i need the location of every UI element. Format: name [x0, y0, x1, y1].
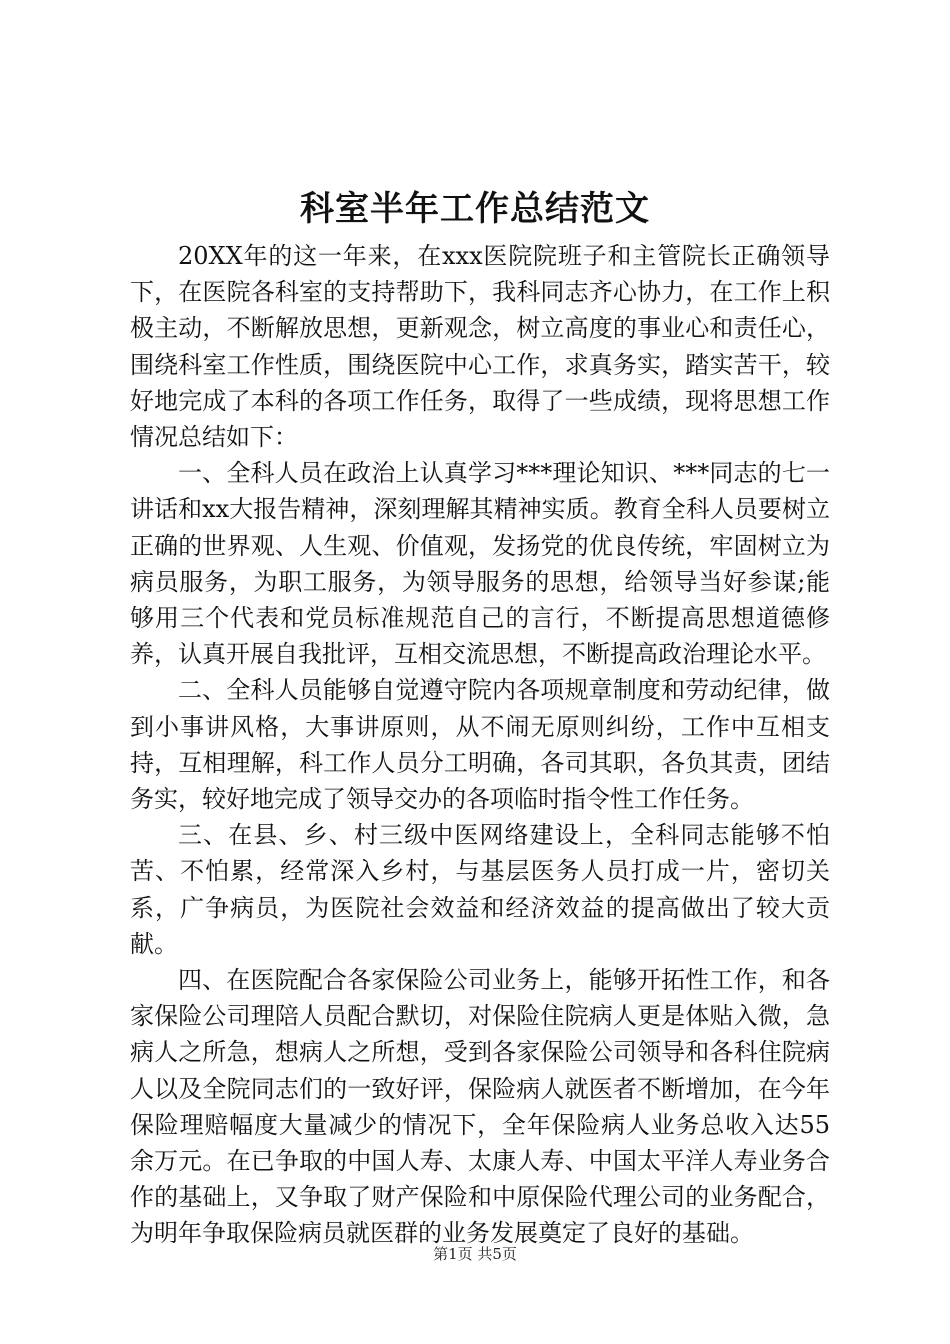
paragraph-section-4: 四、在医院配合各家保险公司业务上，能够开拓性工作，和各家保险公司理陪人员配合默切，对保险住院病人更是体贴入微，急病人之所急，想病人之所想，受到各家保险公司领导和各科住院病人以及全院同志们的一致好评，保险病人就医者不断增加，在今年保险理赔幅度大量减少的情况下，全年保险病人业务总收入达55余万元。在已争取的中国人寿、太康人寿、中国太平洋人寿业务合作的基础上，又争取了财产保险和中原保险代理公司的业务配合，为明年争取保险病员就医群的业务发展奠定了良好的基础。 [130, 966, 830, 1248]
paragraph-section-1: 一、全科人员在政治上认真学习***理论知识、***同志的七一讲话和xx大报告精神，深刻理解其精神实质。教育全科人员要树立正确的世界观、人生观、价值观，发扬党的优良传统，牢固树立为病员服务，为职工服务，为领导服务的思想，给领导当好参谋;能够用三个代表和党员标准规范自己的言行，不断提高思想道德修养，认真开展自我批评，互相交流思想，不断提高政治理论水平。 [130, 459, 830, 669]
paragraph-section-2: 二、全科人员能够自觉遵守院内各项规章制度和劳动纪律，做到小事讲风格，大事讲原则，从不闹无原则纠纷，工作中互相支持，互相理解，科工作人员分工明确，各司其职，各负其责，团结务实，较好地完成了领导交办的各项临时指令性工作任务。 [130, 676, 830, 814]
paragraph-section-3: 三、在县、乡、村三级中医网络建设上，全科同志能够不怕苦、不怕累，经常深入乡村，与基层医务人员打成一片，密切关系，广争病员，为医院社会效益和经济效益的提高做出了较大贡献。 [130, 821, 830, 958]
document-title: 科室半年工作总结范文 [300, 189, 650, 229]
page-footer: 第1页 共5页 [433, 1245, 517, 1263]
document-body [130, 238, 830, 1252]
paragraph-intro: 20XX年的这一年来，在xxx医院院班子和主管院长正确领导下，在医院各科室的支持帮助下，我科同志齐心协力，在工作上积极主动，不断解放思想，更新观念，树立高度的事业心和责任心，围绕科室工作性质，围绕医院中心工作，求真务实，踏实苦干，较好地完成了本科的各项工作任务，取得了一些成绩，现将思想工作情况总结如下： [130, 242, 830, 452]
